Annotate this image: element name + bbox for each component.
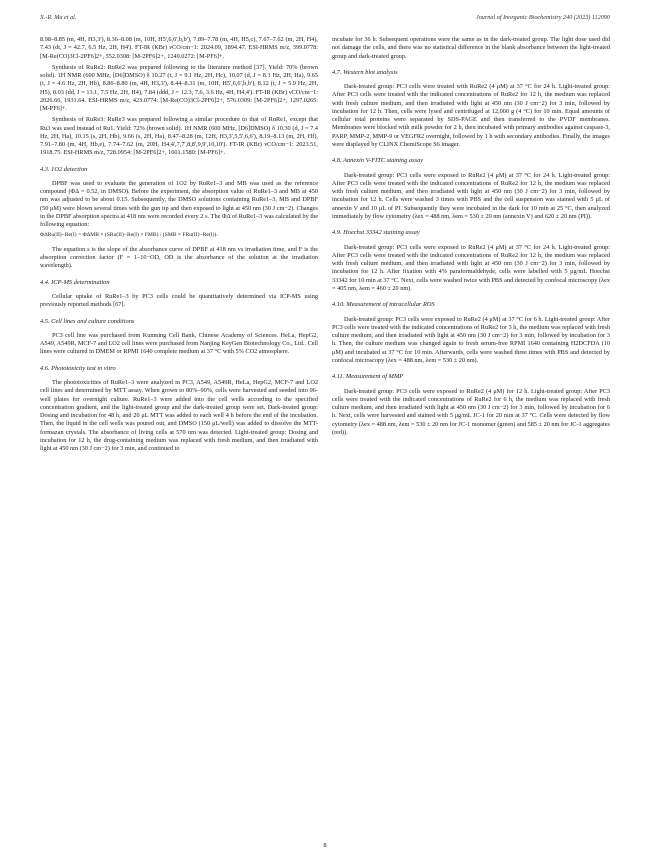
paragraph: Dark-treated group: PC3 cells were exposed to RuRe2 (4 μM) at 37 °C for 24 h. Light-treated group: After PC3 cells were treated with the indicated concentrations of RuRe2 for 12 h, the medium was replaced with fresh culture medium, and then irradiated with light at 450 nm (30 J cm−2) for 3 min, followed by incubation for 12 h. After fixation with 4% paraformaldehyde, cells were labelled with 5 μg/mL Hoechst 33342 for 10 min at 37 °C. Next, cells were washed twice with PBS and detected by confocal microscopy (λex = 405 nm, λem = 460 ± 20 nm).: [332, 243, 610, 292]
paragraph: Dark-treated group: PC3 cells were treated with RuRe2 (4 μM) at 37 °C for 24 h. Light-treated group: After PC3 cells were treated with the indicated concentrations of RuRe2 for 12 h, the medium was replaced with fresh culture medium, and then irradiated with light at 450 nm (30 J cm−2) for 3 min, followed by incubation for 12 h. Then, cells were lysed and centrifuged at 12,000 g (4 °C) for 10 min. Equal amounts of cellular total proteins were separated by SDS-PAGE and then transferred to the PVDF membranes. Membranes were blocked with milk powder for 2 h, then incubated with primary antibodies against caspase-3, PARP, MMP-2, MMP-9 or VEGFR2 overnight, followed by 1 h with secondary antibodies. Finally, the images were displayed by CLINX ChemiScope S6 imager.: [332, 83, 610, 148]
header-journal: Journal of Inorganic Biochemistry 240 (2023) 112090: [475, 14, 610, 21]
paragraph: The phototoxicities of RuRe1–3 were analyzed in PC3, A549, A549R, HeLa, HepG2, MCF-7 and LO2 cell lines and determined by MTT assay. When grown to 80%–90%, cells were harvested and seeded into 96-well plates for overnight culture. RuRe1–3 were added into the cell wells according to the specified concentration gradient, and the light-treated group and the dark-treated group were set. Dark-treated group: Dosing and incubation for 48 h, and 20 μL MTT was added to each well 4 h before the end of the incubation. Then, the liquid in the cell wells was poured out, and DMSO (150 μL/well) was added to dissolve the MTT-formazan crystals. The absorbance of living cells at 570 nm was detected. Light-treated group: Dosing and incubation for 12 h, the drug-containing medium was replaced with fresh medium, and then irradiated with light at 450 nm (30 J cm−2) for 3 min, and continued to: [40, 379, 318, 453]
section-heading: 4.10. Measurement of intracellular ROS: [332, 301, 435, 309]
paragraph: PC3 cell line was purchased from Kunming Cell Bank, Chinese Academy of Sciences. HeLa, HepG2, A549, A549R, MCF-7 and LO2 cell lines were purchased from Nanjing KeyGen Biotechnology Co., Ltd.. Cell lines were cultured in DMEM or RPMI 1640 complete medium at 37 °C with 5% CO2 atmosphere.: [40, 331, 318, 356]
paragraph: incubate for 36 h. Subsequent operations were the same as in the dark-treated group. The light dose used did not damage the cells, and there was no statistical difference in the blank absorbance between the light-treated group and dark-treated group.: [332, 36, 610, 60]
paragraph: Dark-treated group: PC3 cells were exposed to RuRe2 (4 μM) at 37 °C for 24 h. Light-treated group: After PC3 cells were treated with the indicated concentrations of RuRe2 for 12 h, the medium was replaced with fresh culture medium, and then irradiated with light at 450 nm (30 J cm−2) for 3 min, followed by incubation for 12 h. Cells were washed 3 times with PBS and the cell suspension was stained with 5 μL of annexin V and 10 μL of PI. Subsequently they were incubated in the dark for 10 min at 25 °C, then analyzed immediately by flow cytometry (λex = 488 nm, λem = 530 ± 20 nm (annexin V) and 620 ± 20 nm (PI)).: [332, 171, 610, 220]
header-authors: X.-R. Ma et al.: [40, 14, 77, 21]
paragraph: 8.98–8.85 (m, 4H, H3,3'), 8.36–8.08 (m, 10H, H5',6,6',b,b'), 7.89–7.78 (m, 4H, H5,c), 7.67–7.62 (m, 2H, H4), 7.43 (dt, J = 42.7, 6.5 Hz, 2H, H4'). FT-IR (KBr) νCO/cm−1: 2024.09, 1894.47. ESI-HRMS m/z, 399.0778: [M-Re(CO)3Cl-2PF6]2+, 552.0308: [M-2PF6]2+, 1249.0272: [M-PF6]+.: [40, 36, 318, 60]
section-heading: 4.6. Phototoxicity test in vitro: [40, 364, 116, 372]
section-heading: 4.5. Cell lines and culture conditions: [40, 317, 135, 325]
section-heading: 4.7. Western blot analysis: [332, 68, 398, 76]
right-column: [332, 36, 610, 440]
page-number: 8: [323, 842, 327, 849]
paragraph: Synthesis of RuRe3: RuRe3 was prepared following a similar procedure to that of RuRe1, except that Ru3 was used instead of Ru1. Yield: 72% (brown solid). 1H NMR (600 MHz, [D6]DMSO) δ 10.30 (d, J = 7.4 Hz, 2H, Ha), 10.15 (s, 2H, Hb), 9.66 (s, 2H, Ha), 8.47–8.28 (m, 12H, H3,3',5,5',6,6'), 8.19–8.13 (m, 2H, Hf), 7.91–7.80 (m, 4H, Hb,e), 7.74–7.62 (m, 20H, H4,4',7,7',8,8',9,9',10,10'). FT-IR (KBr) νCO/cm−1: 2023.51, 1918.75. ESI-HRMS m/z, 728.0954: [M-2PF6]2+, 1601.1580: [M-PF6]+.: [40, 116, 318, 157]
section-heading: 4.3. 1O2 detection: [40, 165, 88, 173]
section-heading: 4.9. Hoechst 33342 staining assay: [332, 229, 420, 237]
paragraph: Dark-treated group: PC3 cells were exposed to RuRe2 (4 μM) at 37 °C for 6 h. Light-treated group: After PC3 cells were treated with the indicated concentrations of RuRe2 for 3 h, the medium was replaced with fresh culture medium, and then irradiated with light at 450 nm (30 J cm−2) for 3 min, followed by incubation for 3 h. Then, the culture medium was changed again to fresh serum-free RPMI 1640 containing H2DCFDA (10 μM) and incubated at 37 °C for 10 min. Afterwards, cells were washed three times with PBS and detected by confocal microscopy (λex = 488 nm, λem = 530 ± 20 nm).: [332, 315, 610, 364]
left-column: [40, 36, 318, 456]
paragraph: The equation s is the slope of the absorbance curve of DPBF at 418 nm vs irradiation time, and F is the absorption correction factor (F = 1–10−OD, OD is the absorbance of the solution at the irradiation wavelength).: [40, 245, 318, 270]
equation: ΦΔRu(II)−Re(I) = ΦΔMB × (SRu(II)−Re(I) × FMB) / (SMB × FRu(II)−Re(I)).: [40, 232, 218, 239]
section-heading: 4.8. Annexin V-FITC staining assay: [332, 157, 424, 165]
paragraph: Dark-treated group: PC3 cells were exposed to RuRe2 (4 μM) for 12 h. Light-treated group: After PC3 cells were treated with the indicated concentrations of RuRe2 for 6 h, the medium was replaced with fresh culture medium, and then irradiated with light at 450 nm (30 J cm−2) for 3 min, followed by incubation for 6 h. Next, cells were harvested and stained with 5 μg/mL JC-1 for 20 min at 37 °C. Cells were detected by flow cytometry (λex = 488 nm, λem = 530 ± 20 nm for JC-1 monomer (green) and 585 ± 20 nm for JC-1 aggregates (red)).: [332, 387, 610, 436]
section-heading: 4.11. Measurement of MMP: [332, 373, 404, 381]
running-header: [40, 14, 610, 26]
paragraph: Cellular uptake of RuRe1–3 by PC3 cells could be quantitatively determined via ICP-MS using previously reported methods [67].: [40, 293, 318, 309]
paragraph: DPBF was used to evaluate the generation of 1O2 by RuRe1–3 and MB was used as the reference compound (ΦΔ = 0.52, in DMSO). Before the experiment, the absorption value of RuRe1–3 and MB at 450 nm was adjusted to be about 0.15. Subsequently, the DMSO solutions containing RuRe1–3, MB and DPBF (50 μM) were blown several times with the gun tip and then exposed to light at 450 nm (30 J cm−2). Changes in the DPBF absorption spectra at 418 nm were recorded every 2 s. The ΦΔ of RuRe1–3 was calculated by the following equation:: [40, 179, 318, 229]
section-heading: 4.4. ICP-MS determination: [40, 278, 110, 286]
paragraph: Synthesis of RuRe2: RuRe2 was prepared following to the literature method [37]. Yield: 70% (brown solid). 1H NMR (600 MHz, [D6]DMSO) δ 10.27 (t, J = 9.1 Hz, 2H, Hc), 10.07 (d, J = 8.1 Hz, 2H, Ha), 9.65 (t, J = 4.6 Hz, 2H, Hb), 8.86–8.80 (m, 4H, H3,3'), 8.44–8.31 (m, 10H, H5',6,6',b,b'), 8.12 (t, J = 5.9 Hz, 2H, H5), 8.03 (dd, J = 13.1, 7.5 Hz, 2H, H4), 7.84 (ddd, J = 12.3, 7.6, 3.6 Hz, 4H, H4,4'). FT-IR (KBr) νCO/cm−1: 2026.66, 1931.64. ESI-HRMS m/z, 423.0774: [M-Re(CO)3Cl-2PF6]2+, 576.0309: [M-2PF6]2+, 1297.0265: [M-PF6]+.: [40, 63, 318, 112]
